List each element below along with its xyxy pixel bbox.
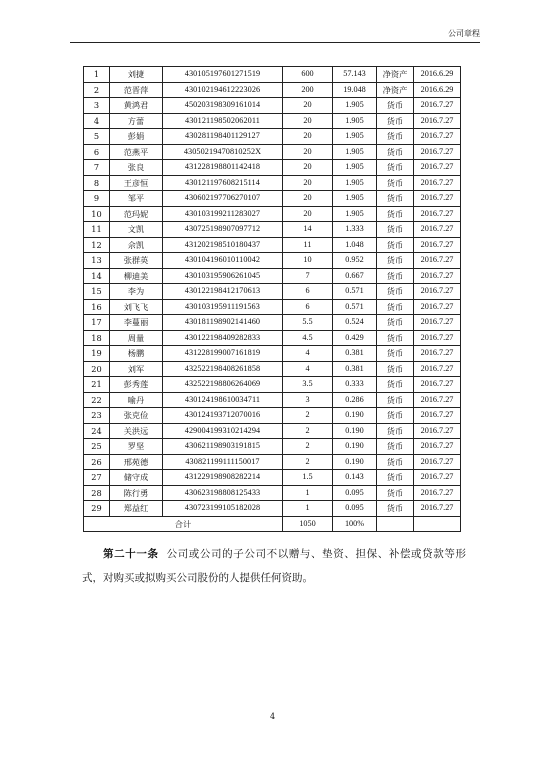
row-number: 7 bbox=[84, 160, 110, 176]
share-ratio: 0.381 bbox=[333, 361, 377, 377]
table-row bbox=[84, 144, 461, 160]
total-ratio: 100% bbox=[333, 516, 377, 532]
contribution-amount: 200 bbox=[283, 82, 333, 98]
row-number: 9 bbox=[84, 191, 110, 207]
contribution-method: 货币 bbox=[377, 377, 414, 393]
contribution-date: 2016.7.27 bbox=[414, 299, 461, 315]
row-number: 13 bbox=[84, 253, 110, 269]
row-number: 11 bbox=[84, 222, 110, 238]
share-ratio: 0.667 bbox=[333, 268, 377, 284]
total-row bbox=[84, 516, 461, 532]
share-ratio: 1.905 bbox=[333, 129, 377, 145]
shareholder-name: 邢苑德 bbox=[110, 454, 163, 470]
row-number: 27 bbox=[84, 470, 110, 486]
contribution-amount: 4 bbox=[283, 361, 333, 377]
total-amount: 1050 bbox=[283, 516, 333, 532]
shareholder-name: 范燕平 bbox=[110, 144, 163, 160]
id-number: 430103199211283027 bbox=[163, 206, 283, 222]
shareholder-name: 杨鹏 bbox=[110, 346, 163, 362]
contribution-date: 2016.7.27 bbox=[414, 470, 461, 486]
table-row bbox=[84, 253, 461, 269]
contribution-amount: 600 bbox=[283, 67, 333, 83]
contribution-amount: 7 bbox=[283, 268, 333, 284]
table-row bbox=[84, 284, 461, 300]
row-number: 23 bbox=[84, 408, 110, 424]
row-number: 14 bbox=[84, 268, 110, 284]
contribution-amount: 20 bbox=[283, 160, 333, 176]
share-ratio: 0.190 bbox=[333, 423, 377, 439]
contribution-date: 2016.7.27 bbox=[414, 330, 461, 346]
contribution-amount: 1.5 bbox=[283, 470, 333, 486]
contribution-method: 货币 bbox=[377, 144, 414, 160]
row-number: 18 bbox=[84, 330, 110, 346]
contribution-method: 货币 bbox=[377, 129, 414, 145]
contribution-amount: 20 bbox=[283, 175, 333, 191]
contribution-date: 2016.7.27 bbox=[414, 253, 461, 269]
contribution-method: 货币 bbox=[377, 113, 414, 129]
share-ratio: 0.571 bbox=[333, 299, 377, 315]
contribution-amount: 20 bbox=[283, 129, 333, 145]
share-ratio: 0.190 bbox=[333, 408, 377, 424]
contribution-amount: 11 bbox=[283, 237, 333, 253]
contribution-date: 2016.7.27 bbox=[414, 423, 461, 439]
contribution-method: 货币 bbox=[377, 485, 414, 501]
contribution-amount: 2 bbox=[283, 439, 333, 455]
contribution-amount: 1 bbox=[283, 501, 333, 517]
shareholder-name: 范玛妮 bbox=[110, 206, 163, 222]
id-number: 430124198610034711 bbox=[163, 392, 283, 408]
id-number: 431229198908282214 bbox=[163, 470, 283, 486]
total-empty-cell bbox=[414, 516, 461, 532]
id-number: 430122198409282833 bbox=[163, 330, 283, 346]
share-ratio: 1.905 bbox=[333, 144, 377, 160]
id-number: 430104196010110042 bbox=[163, 253, 283, 269]
page-number: 4 bbox=[269, 712, 276, 721]
contribution-date: 2016.7.27 bbox=[414, 284, 461, 300]
contribution-amount: 10 bbox=[283, 253, 333, 269]
id-number: 432522198806264069 bbox=[163, 377, 283, 393]
contribution-date: 2016.7.27 bbox=[414, 222, 461, 238]
contribution-date: 2016.7.27 bbox=[414, 98, 461, 114]
shareholder-name: 张群英 bbox=[110, 253, 163, 269]
contribution-method: 货币 bbox=[377, 253, 414, 269]
contribution-amount: 3.5 bbox=[283, 377, 333, 393]
contribution-amount: 1 bbox=[283, 485, 333, 501]
share-ratio: 1.905 bbox=[333, 175, 377, 191]
contribution-amount: 3 bbox=[283, 392, 333, 408]
row-number: 17 bbox=[84, 315, 110, 331]
row-number: 12 bbox=[84, 237, 110, 253]
contribution-method: 货币 bbox=[377, 408, 414, 424]
shareholder-name: 黄鸿君 bbox=[110, 98, 163, 114]
id-number: 431228198801142418 bbox=[163, 160, 283, 176]
contribution-date: 2016.7.27 bbox=[414, 315, 461, 331]
contribution-amount: 6 bbox=[283, 284, 333, 300]
contribution-method: 货币 bbox=[377, 330, 414, 346]
article-paragraph bbox=[82, 542, 466, 590]
share-ratio: 19.048 bbox=[333, 82, 377, 98]
shareholder-name: 喻丹 bbox=[110, 392, 163, 408]
id-number: 430723199105182028 bbox=[163, 501, 283, 517]
id-number: 430623198808125433 bbox=[163, 485, 283, 501]
contribution-date: 2016.7.27 bbox=[414, 129, 461, 145]
contribution-method: 货币 bbox=[377, 361, 414, 377]
shareholder-name: 彭秀莲 bbox=[110, 377, 163, 393]
id-number: 430602197706270107 bbox=[163, 191, 283, 207]
row-number: 25 bbox=[84, 439, 110, 455]
table-row bbox=[84, 346, 461, 362]
table-row bbox=[84, 268, 461, 284]
row-number: 2 bbox=[84, 82, 110, 98]
share-ratio: 1.905 bbox=[333, 191, 377, 207]
table-row bbox=[84, 408, 461, 424]
table-row bbox=[84, 392, 461, 408]
id-number: 430124193712070016 bbox=[163, 408, 283, 424]
row-number: 29 bbox=[84, 501, 110, 517]
table-row bbox=[84, 330, 461, 346]
table-row bbox=[84, 501, 461, 517]
table-row bbox=[84, 175, 461, 191]
contribution-amount: 20 bbox=[283, 191, 333, 207]
shareholder-name: 刘捷 bbox=[110, 67, 163, 83]
id-number: 450203198309161014 bbox=[163, 98, 283, 114]
total-label: 合计 bbox=[84, 516, 283, 532]
share-ratio: 57.143 bbox=[333, 67, 377, 83]
contribution-amount: 14 bbox=[283, 222, 333, 238]
id-number: 430725198907097712 bbox=[163, 222, 283, 238]
table-row bbox=[84, 82, 461, 98]
share-ratio: 1.333 bbox=[333, 222, 377, 238]
share-ratio: 0.429 bbox=[333, 330, 377, 346]
id-number: 430122198412170613 bbox=[163, 284, 283, 300]
shareholder-name: 邹平 bbox=[110, 191, 163, 207]
id-number: 430102194612223026 bbox=[163, 82, 283, 98]
contribution-date: 2016.6.29 bbox=[414, 82, 461, 98]
table-row bbox=[84, 237, 461, 253]
id-number: 430105197601271519 bbox=[163, 67, 283, 83]
contribution-date: 2016.7.27 bbox=[414, 361, 461, 377]
id-number: 431202198510180437 bbox=[163, 237, 283, 253]
row-number: 8 bbox=[84, 175, 110, 191]
contribution-date: 2016.7.27 bbox=[414, 268, 461, 284]
contribution-method: 货币 bbox=[377, 222, 414, 238]
contribution-amount: 2 bbox=[283, 454, 333, 470]
id-number: 430281198401129127 bbox=[163, 129, 283, 145]
total-empty-cell bbox=[377, 516, 414, 532]
row-number: 5 bbox=[84, 129, 110, 145]
share-ratio: 0.095 bbox=[333, 485, 377, 501]
share-ratio: 0.524 bbox=[333, 315, 377, 331]
share-ratio: 0.333 bbox=[333, 377, 377, 393]
share-ratio: 1.905 bbox=[333, 98, 377, 114]
table-row bbox=[84, 470, 461, 486]
contribution-method: 货币 bbox=[377, 346, 414, 362]
contribution-method: 货币 bbox=[377, 191, 414, 207]
row-number: 4 bbox=[84, 113, 110, 129]
contribution-date: 2016.7.27 bbox=[414, 485, 461, 501]
share-ratio: 0.381 bbox=[333, 346, 377, 362]
shareholder-name: 文凯 bbox=[110, 222, 163, 238]
contribution-method: 净资产 bbox=[377, 82, 414, 98]
contribution-date: 2016.7.27 bbox=[414, 408, 461, 424]
row-number: 22 bbox=[84, 392, 110, 408]
contribution-method: 货币 bbox=[377, 439, 414, 455]
row-number: 6 bbox=[84, 144, 110, 160]
row-number: 24 bbox=[84, 423, 110, 439]
id-number: 430821199111150017 bbox=[163, 454, 283, 470]
table-row bbox=[84, 191, 461, 207]
id-number: 429004199310214294 bbox=[163, 423, 283, 439]
contribution-date: 2016.7.27 bbox=[414, 439, 461, 455]
shareholder-name: 李蔓丽 bbox=[110, 315, 163, 331]
contribution-date: 2016.7.27 bbox=[414, 160, 461, 176]
contribution-method: 货币 bbox=[377, 175, 414, 191]
share-ratio: 0.143 bbox=[333, 470, 377, 486]
row-number: 1 bbox=[84, 67, 110, 83]
header-title: 公司章程 bbox=[448, 29, 480, 38]
shareholder-name: 陈行勇 bbox=[110, 485, 163, 501]
contribution-method: 货币 bbox=[377, 470, 414, 486]
id-number: 431228199007161819 bbox=[163, 346, 283, 362]
contribution-method: 净资产 bbox=[377, 67, 414, 83]
row-number: 10 bbox=[84, 206, 110, 222]
contribution-method: 货币 bbox=[377, 454, 414, 470]
contribution-method: 货币 bbox=[377, 206, 414, 222]
table-row bbox=[84, 113, 461, 129]
shareholder-name: 王彦恒 bbox=[110, 175, 163, 191]
table-row bbox=[84, 361, 461, 377]
contribution-method: 货币 bbox=[377, 268, 414, 284]
page-header bbox=[70, 28, 480, 43]
id-number: 430181198902141460 bbox=[163, 315, 283, 331]
contribution-date: 2016.7.27 bbox=[414, 206, 461, 222]
contribution-date: 2016.7.27 bbox=[414, 501, 461, 517]
table-row bbox=[84, 160, 461, 176]
article-text: 公司或公司的子公司不以赠与、垫资、担保、补偿或贷款等形式，对购买或拟购买公司股份的人提供任何资助。 bbox=[82, 548, 467, 584]
shareholder-name: 张克俭 bbox=[110, 408, 163, 424]
table-row bbox=[84, 439, 461, 455]
contribution-method: 货币 bbox=[377, 423, 414, 439]
contribution-amount: 20 bbox=[283, 144, 333, 160]
row-number: 3 bbox=[84, 98, 110, 114]
share-ratio: 1.905 bbox=[333, 113, 377, 129]
table-body bbox=[84, 67, 461, 517]
contribution-date: 2016.6.29 bbox=[414, 67, 461, 83]
id-number: 43050219470810252X bbox=[163, 144, 283, 160]
contribution-method: 货币 bbox=[377, 284, 414, 300]
table-row bbox=[84, 206, 461, 222]
table-row bbox=[84, 299, 461, 315]
id-number: 430103195906261045 bbox=[163, 268, 283, 284]
shareholder-name: 范晋萍 bbox=[110, 82, 163, 98]
contribution-amount: 20 bbox=[283, 113, 333, 129]
row-number: 15 bbox=[84, 284, 110, 300]
table-row bbox=[84, 222, 461, 238]
table-row bbox=[84, 454, 461, 470]
row-number: 21 bbox=[84, 377, 110, 393]
share-ratio: 0.190 bbox=[333, 439, 377, 455]
contribution-method: 货币 bbox=[377, 299, 414, 315]
shareholder-table bbox=[83, 66, 461, 532]
contribution-amount: 20 bbox=[283, 98, 333, 114]
shareholder-name: 储守成 bbox=[110, 470, 163, 486]
contribution-amount: 2 bbox=[283, 423, 333, 439]
id-number: 430121198502062011 bbox=[163, 113, 283, 129]
contribution-amount: 6 bbox=[283, 299, 333, 315]
shareholder-name: 郑益红 bbox=[110, 501, 163, 517]
share-ratio: 1.905 bbox=[333, 160, 377, 176]
contribution-method: 货币 bbox=[377, 160, 414, 176]
row-number: 16 bbox=[84, 299, 110, 315]
contribution-method: 货币 bbox=[377, 392, 414, 408]
row-number: 20 bbox=[84, 361, 110, 377]
contribution-method: 货币 bbox=[377, 98, 414, 114]
contribution-date: 2016.7.27 bbox=[414, 144, 461, 160]
table-row bbox=[84, 315, 461, 331]
shareholder-name: 佘凯 bbox=[110, 237, 163, 253]
contribution-amount: 2 bbox=[283, 408, 333, 424]
row-number: 28 bbox=[84, 485, 110, 501]
contribution-date: 2016.7.27 bbox=[414, 237, 461, 253]
table-row bbox=[84, 377, 461, 393]
contribution-date: 2016.7.27 bbox=[414, 346, 461, 362]
id-number: 430121197608215114 bbox=[163, 175, 283, 191]
id-number: 432522198408261858 bbox=[163, 361, 283, 377]
contribution-date: 2016.7.27 bbox=[414, 377, 461, 393]
shareholder-name: 柳迪美 bbox=[110, 268, 163, 284]
table-row bbox=[84, 129, 461, 145]
shareholder-name: 刘飞飞 bbox=[110, 299, 163, 315]
contribution-date: 2016.7.27 bbox=[414, 191, 461, 207]
share-ratio: 0.095 bbox=[333, 501, 377, 517]
contribution-amount: 4.5 bbox=[283, 330, 333, 346]
share-ratio: 1.905 bbox=[333, 206, 377, 222]
row-number: 19 bbox=[84, 346, 110, 362]
shareholder-name: 张良 bbox=[110, 160, 163, 176]
shareholder-name: 刘军 bbox=[110, 361, 163, 377]
shareholder-name: 彭娟 bbox=[110, 129, 163, 145]
contribution-amount: 5.5 bbox=[283, 315, 333, 331]
contribution-method: 货币 bbox=[377, 237, 414, 253]
table-row bbox=[84, 485, 461, 501]
shareholder-name: 李为 bbox=[110, 284, 163, 300]
table-row bbox=[84, 67, 461, 83]
id-number: 430621198903191815 bbox=[163, 439, 283, 455]
contribution-method: 货币 bbox=[377, 315, 414, 331]
contribution-date: 2016.7.27 bbox=[414, 175, 461, 191]
share-ratio: 0.952 bbox=[333, 253, 377, 269]
shareholder-name: 关洪远 bbox=[110, 423, 163, 439]
contribution-date: 2016.7.27 bbox=[414, 454, 461, 470]
contribution-date: 2016.7.27 bbox=[414, 392, 461, 408]
table-row bbox=[84, 423, 461, 439]
row-number: 26 bbox=[84, 454, 110, 470]
share-ratio: 1.048 bbox=[333, 237, 377, 253]
shareholder-name: 方蕾 bbox=[110, 113, 163, 129]
shareholder-name: 周量 bbox=[110, 330, 163, 346]
shareholder-name: 罗坚 bbox=[110, 439, 163, 455]
share-ratio: 0.190 bbox=[333, 454, 377, 470]
share-ratio: 0.286 bbox=[333, 392, 377, 408]
contribution-amount: 20 bbox=[283, 206, 333, 222]
contribution-amount: 4 bbox=[283, 346, 333, 362]
contribution-date: 2016.7.27 bbox=[414, 113, 461, 129]
contribution-method: 货币 bbox=[377, 501, 414, 517]
article-title: 第二十一条 bbox=[103, 548, 159, 560]
share-ratio: 0.571 bbox=[333, 284, 377, 300]
id-number: 430103195911191563 bbox=[163, 299, 283, 315]
table-row bbox=[84, 98, 461, 114]
